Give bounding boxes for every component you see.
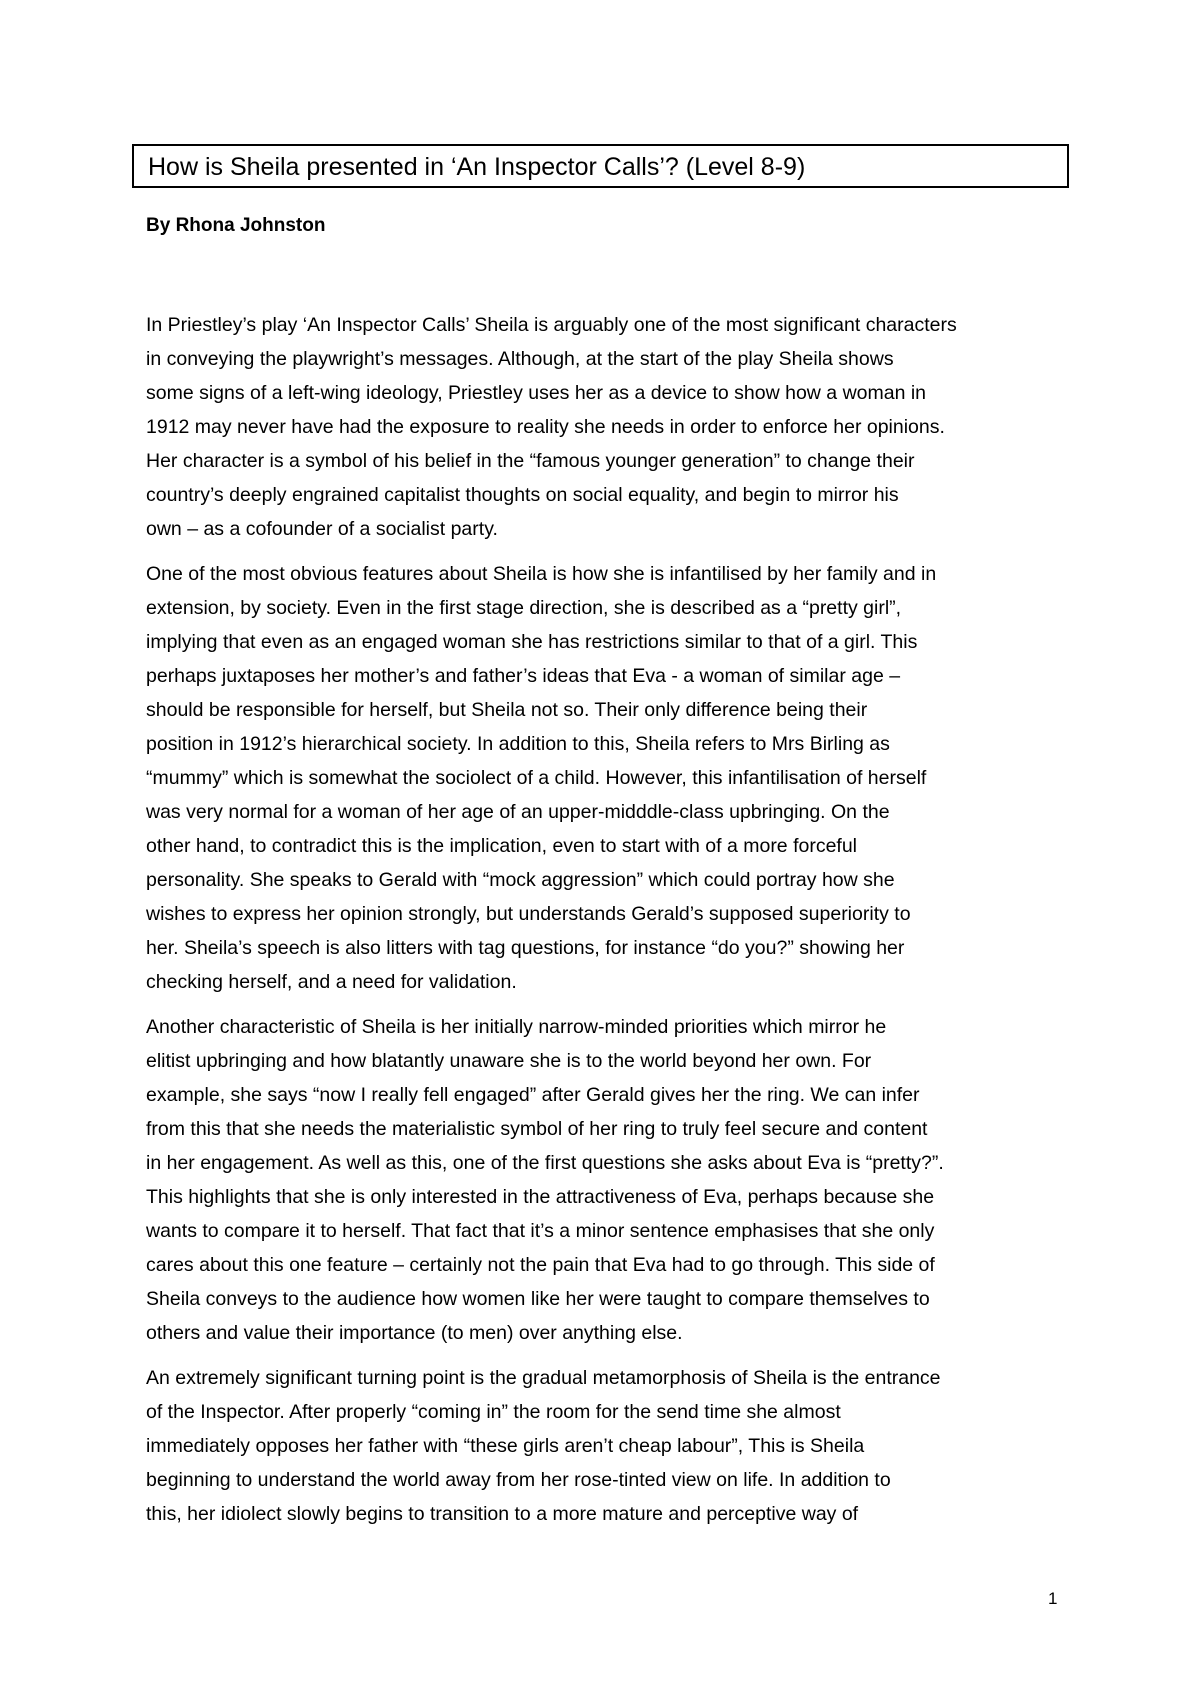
paragraph-priorities xyxy=(146,1010,1076,1350)
text-line: others and value their importance (to men) over anything else. xyxy=(146,1322,683,1344)
text-line: should be responsible for herself, but Sheila not so. Their only difference being their xyxy=(146,699,868,721)
text-line: extension, by society. Even in the first stage direction, she is described as a “pretty girl”, xyxy=(146,597,902,619)
document-title xyxy=(132,144,1069,188)
text-line: example, she says “now I really fell engaged” after Gerald gives her the ring. We can infer xyxy=(146,1084,920,1106)
paragraph-infantilised xyxy=(146,557,1076,999)
text-line: of the Inspector. After properly “coming in” the room for the send time she almost xyxy=(146,1401,841,1423)
text-line: in her engagement. As well as this, one of the first questions she asks about Eva is “pretty?”. xyxy=(146,1152,944,1174)
text-line: cares about this one feature – certainly not the pain that Eva had to go through. This side of xyxy=(146,1254,935,1276)
text-line: elitist upbringing and how blatantly unaware she is to the world beyond her own. For xyxy=(146,1050,872,1072)
text-line: wants to compare it to herself. That fact that it’s a minor sentence emphasises that she only xyxy=(146,1220,935,1242)
text-line: wishes to express her opinion strongly, but understands Gerald’s supposed superiority to xyxy=(146,903,911,925)
text-line: Her character is a symbol of his belief in the “famous younger generation” to change their xyxy=(146,450,915,472)
text-line: own – as a cofounder of a socialist party. xyxy=(146,518,498,540)
text-line: 1912 may never have had the exposure to reality she needs in order to enforce her opinions. xyxy=(146,416,945,438)
author-byline: By Rhona Johnston xyxy=(146,215,326,236)
text-line: implying that even as an engaged woman she has restrictions similar to that of a girl. This xyxy=(146,631,918,653)
text-line: from this that she needs the materialistic symbol of her ring to truly feel secure and content xyxy=(146,1118,928,1140)
essay-body xyxy=(146,308,1076,1542)
text-line: position in 1912’s hierarchical society. In addition to this, Sheila refers to Mrs Birling as xyxy=(146,733,890,755)
title-text: How is Sheila presented in ‘An Inspector Calls’? (Level 8-9) xyxy=(148,153,806,181)
text-line: was very normal for a woman of her age of an upper-midddle-class upbringing. On the xyxy=(146,801,890,823)
text-line: some signs of a left-wing ideology, Priestley uses her as a device to show how a woman in xyxy=(146,382,927,404)
text-line: One of the most obvious features about Sheila is how she is infantilised by her family and in xyxy=(146,563,937,585)
text-line: Sheila conveys to the audience how women like her were taught to compare themselves to xyxy=(146,1288,930,1310)
text-line: immediately opposes her father with “these girls aren’t cheap labour”, This is Sheila xyxy=(146,1435,865,1457)
text-line: An extremely significant turning point is the gradual metamorphosis of Sheila is the entrance xyxy=(146,1367,941,1389)
text-line: this, her idiolect slowly begins to transition to a more mature and perceptive way of xyxy=(146,1503,859,1525)
text-line: Another characteristic of Sheila is her initially narrow-minded priorities which mirror he xyxy=(146,1016,887,1038)
text-line: In Priestley’s play ‘An Inspector Calls’ Sheila is arguably one of the most significant characters xyxy=(146,314,957,336)
paragraph-intro xyxy=(146,308,1076,546)
text-line: This highlights that she is only interested in the attractiveness of Eva, perhaps because she xyxy=(146,1186,935,1208)
text-line: in conveying the playwright’s messages. Although, at the start of the play Sheila shows xyxy=(146,348,894,370)
text-line: beginning to understand the world away from her rose-tinted view on life. In addition to xyxy=(146,1469,891,1491)
text-line: personality. She speaks to Gerald with “mock aggression” which could portray how she xyxy=(146,869,895,891)
text-line: perhaps juxtaposes her mother’s and father’s ideas that Eva - a woman of similar age – xyxy=(146,665,901,687)
text-line: her. Sheila’s speech is also litters with tag questions, for instance “do you?” showing her xyxy=(146,937,905,959)
paragraph-turning-point xyxy=(146,1361,1076,1531)
text-line: “mummy” which is somewhat the sociolect of a child. However, this infantilisation of herself xyxy=(146,767,927,789)
text-line: checking herself, and a need for validation. xyxy=(146,971,517,993)
text-line: country’s deeply engrained capitalist thoughts on social equality, and begin to mirror his xyxy=(146,484,899,506)
page-number: 1 xyxy=(1048,1589,1058,1608)
text-line: other hand, to contradict this is the implication, even to start with of a more forceful xyxy=(146,835,858,857)
